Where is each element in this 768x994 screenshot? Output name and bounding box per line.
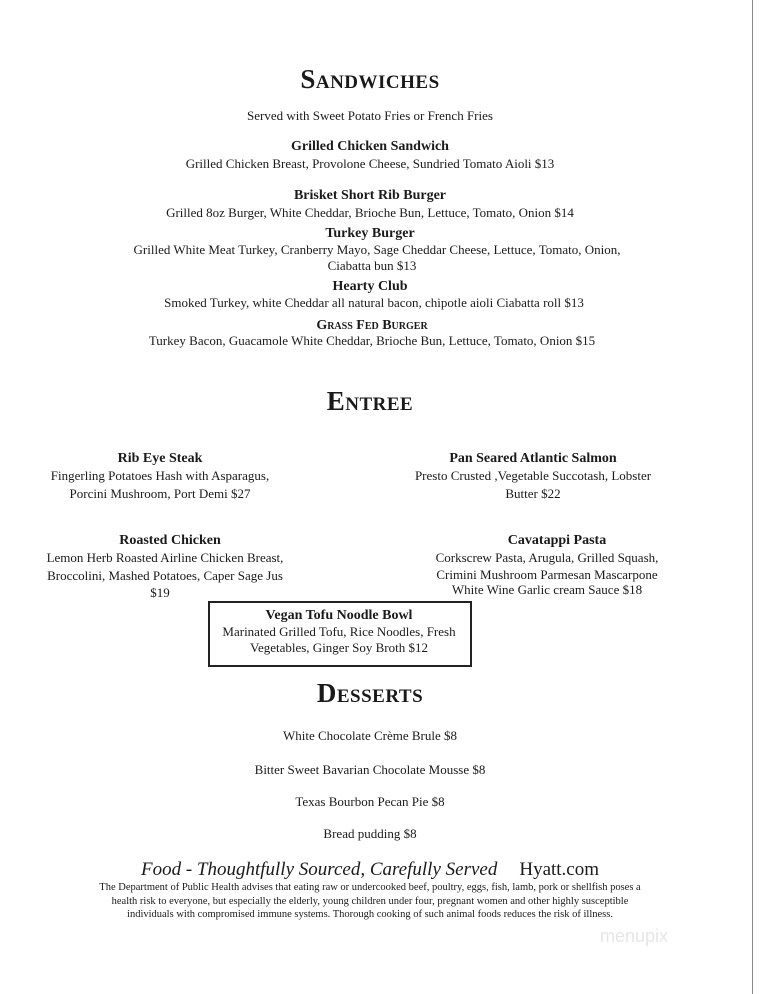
footer-tagline-row [0, 859, 740, 881]
menu-item-name: Roasted Chicken [119, 533, 221, 548]
menu-item-desc: Porcini Mushroom, Port Demi $27 [69, 486, 251, 501]
menu-item-name: Grilled Chicken Sandwich [291, 139, 449, 154]
menu-item-name: Grass Fed Burger [316, 318, 428, 333]
menu-item-name: Pan Seared Atlantic Salmon [449, 451, 617, 466]
menu-item-desc: Turkey Bacon, Guacamole White Cheddar, Brioche Bun, Lettuce, Tomato, Onion $15 [148, 333, 596, 348]
footer-url[interactable]: Hyatt.com [519, 859, 600, 880]
menu-item-name: Brisket Short Rib Burger [293, 188, 447, 203]
desserts-heading: Desserts [316, 678, 424, 708]
dessert-item: Bread pudding $8 [323, 826, 417, 841]
sandwiches-heading: Sandwiches [300, 64, 440, 94]
sandwiches-subtitle: Served with Sweet Potato Fries or French Fries [247, 108, 493, 123]
health-advisory-line: health risk to everyone, but especially the elderly, young children under four, pregnant women and other highly susceptible [111, 896, 629, 907]
dessert-item: White Chocolate Crème Brule $8 [282, 728, 458, 743]
menu-item-desc: Vegetables, Ginger Soy Broth $12 [249, 640, 429, 655]
menu-item-desc: Presto Crusted ,Vegetable Succotash, Lobster [414, 468, 652, 483]
menu-item-name: Cavatappi Pasta [507, 533, 607, 548]
menu-item-desc: Smoked Turkey, white Cheddar all natural bacon, chipotle aioli Ciabatta roll $13 [164, 295, 584, 310]
menu-item-desc: Corkscrew Pasta, Arugula, Grilled Squash, [435, 550, 659, 565]
dessert-item: Texas Bourbon Pecan Pie $8 [295, 794, 445, 809]
menu-item-desc: $19 [150, 585, 170, 600]
health-advisory-line: The Department of Public Health advises that eating raw or undercooked beef, poultry, eggs, fish, lamb, pork or shellfish poses a [99, 882, 641, 893]
menu-item-desc: Butter $22 [505, 486, 561, 501]
menu-item-desc: Crimini Mushroom Parmesan Mascarpone [436, 567, 658, 582]
menu-item-desc: Ciabatta bun $13 [327, 258, 417, 273]
footer-tagline: Food - Thoughtfully Sourced, Carefully Served [140, 859, 498, 880]
menu-item-name: Turkey Burger [325, 226, 415, 241]
menu-item-desc: White Wine Garlic cream Sauce $18 [451, 582, 643, 597]
watermark: menupix [600, 926, 669, 946]
menu-item-name: Hearty Club [332, 279, 408, 294]
menu-item-desc: Grilled White Meat Turkey, Cranberry Mayo, Sage Cheddar Cheese, Lettuce, Tomato, Onion, [133, 242, 621, 257]
menu-item-desc: Marinated Grilled Tofu, Rice Noodles, Fresh [222, 624, 456, 639]
health-advisory-line: individuals with compromised immune systems. Thorough cooking of such animal foods reduces the risk of illness. [127, 909, 613, 920]
menu-item-desc: Grilled 8oz Burger, White Cheddar, Brioche Bun, Lettuce, Tomato, Onion $14 [166, 205, 574, 220]
menu-item-desc: Fingerling Potatoes Hash with Asparagus, [50, 468, 270, 483]
menu-item-desc: Broccolini, Mashed Potatoes, Caper Sage Jus [47, 568, 283, 583]
menu-item-name: Rib Eye Steak [117, 451, 203, 466]
menu-item-desc: Grilled Chicken Breast, Provolone Cheese, Sundried Tomato Aioli $13 [185, 156, 555, 171]
page-edge-line [752, 0, 753, 994]
dessert-item: Bitter Sweet Bavarian Chocolate Mousse $8 [254, 762, 486, 777]
entree-heading: Entree [326, 386, 414, 416]
menu-item-desc: Lemon Herb Roasted Airline Chicken Breast, [46, 550, 284, 565]
menu-item-name: Vegan Tofu Noodle Bowl [265, 608, 413, 623]
